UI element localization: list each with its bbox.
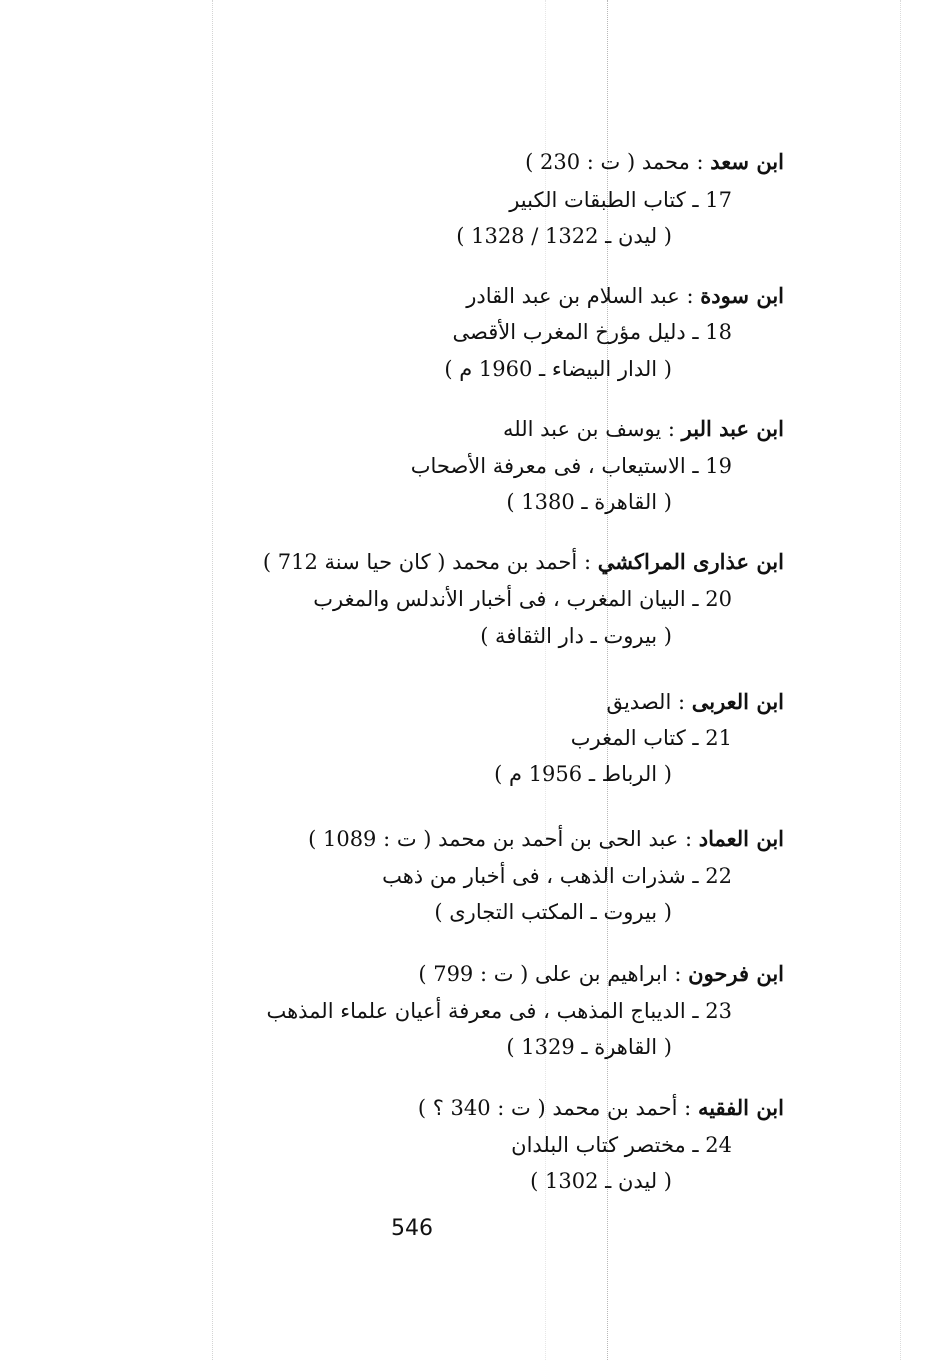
separator: : <box>679 284 701 308</box>
author-name: ابن الفقيه <box>697 1095 784 1120</box>
scan-artifact-line <box>900 0 901 1360</box>
book-imprint: ( القاهرة ـ 1380 ) <box>506 490 672 514</box>
author-line <box>503 415 784 443</box>
book-title: 23 ـ الديباج المذهب ، فى معرفة أعيان علماء المذهب <box>266 999 732 1023</box>
separator: : <box>689 150 711 174</box>
book-title: 22 ـ شذرات الذهب ، فى أخبار من ذهب <box>382 864 732 888</box>
book-imprint: ( ليدن ـ 1322 / 1328 ) <box>456 224 672 248</box>
author-line <box>263 548 784 576</box>
separator: : <box>677 1096 698 1120</box>
author-line <box>308 825 784 853</box>
author-line <box>418 1094 784 1122</box>
author-details: أحمد بن محمد ( ت : 340 ؟ ) <box>417 1096 678 1120</box>
author-details: أحمد بن محمد ( كان حيا سنة 712 ) <box>262 550 578 574</box>
author-line <box>418 960 784 988</box>
book-title: 20 ـ البيان المغرب ، فى أخبار الأندلس والمغرب <box>313 587 732 611</box>
author-details: الصديق <box>606 690 672 714</box>
separator: : <box>671 690 692 714</box>
author-details: ابراهيم بن على ( ت : 799 ) <box>418 962 668 986</box>
book-imprint: ( الرباط ـ 1956 م ) <box>494 762 672 786</box>
book-title: 17 ـ كتاب الطبقات الكبير <box>509 188 732 212</box>
author-details: محمد ( ت : 230 ) <box>525 150 690 174</box>
author-details: عبد السلام بن عبد القادر <box>466 284 680 308</box>
book-imprint: ( الدار البيضاء ـ 1960 م ) <box>444 357 672 381</box>
author-name: ابن عبد البر <box>681 416 784 441</box>
book-imprint: ( ليدن ـ 1302 ) <box>530 1169 672 1193</box>
author-name: ابن فرحون <box>688 961 784 986</box>
separator: : <box>678 827 699 851</box>
author-name: ابن عذارى المراكشي <box>597 549 784 574</box>
author-name: ابن سعد <box>710 149 784 174</box>
author-line <box>466 282 784 310</box>
page-number: 546 <box>391 1216 433 1241</box>
book-imprint: ( بيروت ـ المكتب التجارى ) <box>434 900 672 924</box>
book-imprint: ( بيروت ـ دار الثقافة ) <box>480 624 672 648</box>
scan-artifact-line <box>212 0 213 1360</box>
author-details: عبد الحى بن أحمد بن محمد ( ت : 1089 ) <box>308 827 679 851</box>
book-title: 24 ـ مختصر كتاب البلدان <box>511 1133 732 1157</box>
book-title: 19 ـ الاستيعاب ، فى معرفة الأصحاب <box>410 454 732 478</box>
separator: : <box>661 417 682 441</box>
author-name: ابن العربى <box>691 689 784 714</box>
author-details: يوسف بن عبد الله <box>503 417 662 441</box>
book-imprint: ( القاهرة ـ 1329 ) <box>506 1035 672 1059</box>
author-name: ابن سودة <box>700 283 784 308</box>
author-name: ابن العماد <box>698 826 784 851</box>
author-line <box>606 688 784 716</box>
author-line <box>525 148 784 176</box>
separator: : <box>667 962 689 986</box>
separator: : <box>577 550 598 574</box>
book-title: 18 ـ دليل مؤرخ المغرب الأقصى <box>452 320 732 344</box>
book-title: 21 ـ كتاب المغرب <box>570 726 732 750</box>
